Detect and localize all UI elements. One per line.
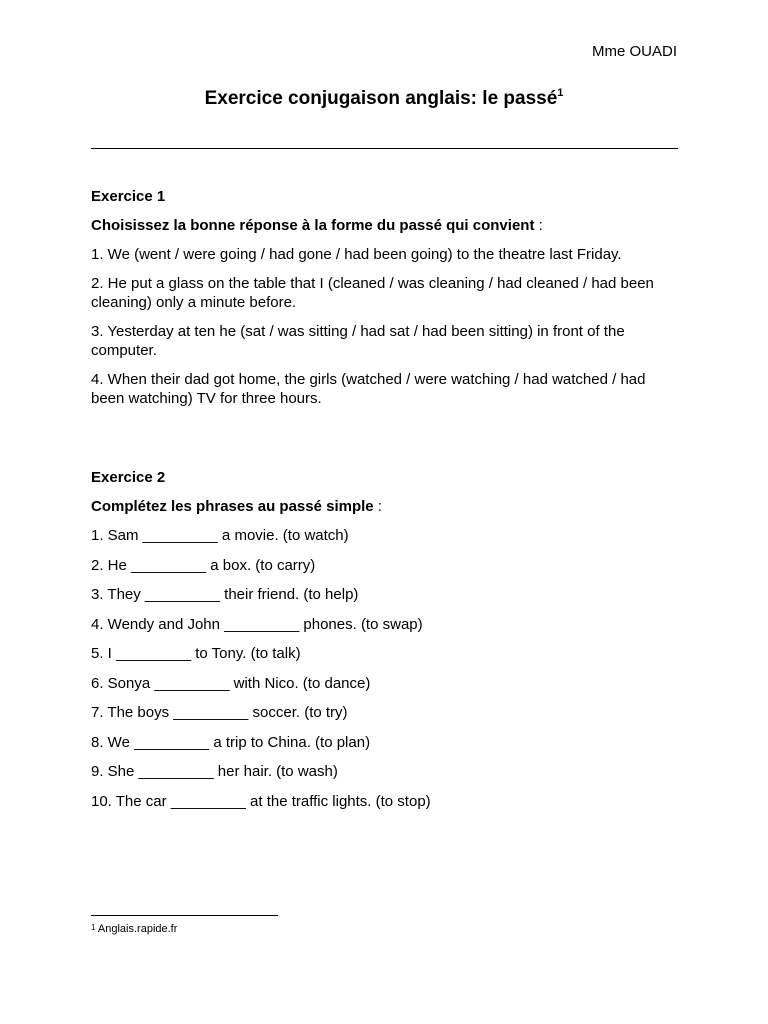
exercise-1-item-3: 3. Yesterday at ten he (sat / was sitting / had sat / had been sitting) in front of the computer. — [91, 322, 625, 359]
exercise-2-instruction-bold: Complétez les phrases au passé simple — [91, 498, 374, 515]
exercise-2-item-2: 2. He _________ a box. (to carry) — [91, 556, 316, 574]
footnote-text: Anglais.rapide.fr — [97, 923, 178, 935]
author-name: Mme OUADI — [591, 43, 677, 60]
exercise-1-item-2: 2. He put a glass on the table that I (cleaned / was cleaning / had cleaned / had been cleaning) only a minute before. — [91, 274, 654, 311]
title-footnote-mark: 1 — [557, 87, 564, 99]
exercise-1-section — [91, 187, 681, 418]
exercise-2-heading: Exercice 2 — [91, 469, 166, 486]
exercise-1-instruction-bold: Choisissez la bonne réponse à la forme du passé qui convient — [91, 217, 535, 234]
exercise-2-item-10: 10. The car _________ at the traffic lights. (to stop) — [91, 792, 431, 810]
exercise-2-instruction — [91, 497, 681, 516]
page-title — [0, 88, 768, 110]
exercise-2-item-7: 7. The boys _________ soccer. (to try) — [91, 704, 348, 721]
exercise-2-item-5: 5. I _________ to Tony. (to talk) — [91, 645, 301, 662]
exercise-2-item-4: 4. Wendy and John _________ phones. (to swap) — [91, 615, 423, 633]
exercise-2-instruction-tail: : — [373, 498, 382, 515]
footnote-mark: 1 — [91, 923, 96, 932]
exercise-1-heading: Exercice 1 — [91, 188, 166, 205]
title-text: Exercice conjugaison anglais: le passé — [204, 88, 558, 109]
title-divider — [91, 148, 678, 149]
footnote — [91, 923, 177, 935]
exercise-2-item-3: 3. They _________ their friend. (to help) — [91, 586, 359, 603]
exercise-1-instruction — [91, 216, 681, 235]
exercise-2-item-8: 8. We _________ a trip to China. (to plan) — [91, 733, 371, 751]
exercise-2-item-6: 6. Sonya _________ with Nico. (to dance) — [91, 674, 371, 692]
exercise-2-item-9: 9. She _________ her hair. (to wash) — [91, 763, 338, 780]
exercise-2-section — [91, 468, 681, 821]
exercise-1-item-4: 4. When their dad got home, the girls (watched / were watching / had watched / had been watching) TV for three hours. — [91, 370, 646, 407]
exercise-2-item-1: 1. Sam _________ a movie. (to watch) — [91, 527, 349, 544]
footnote-divider — [91, 915, 278, 916]
exercise-1-instruction-tail: : — [534, 217, 543, 234]
exercise-1-item-1: 1. We (went / were going / had gone / had been going) to the theatre last Friday. — [91, 246, 622, 263]
